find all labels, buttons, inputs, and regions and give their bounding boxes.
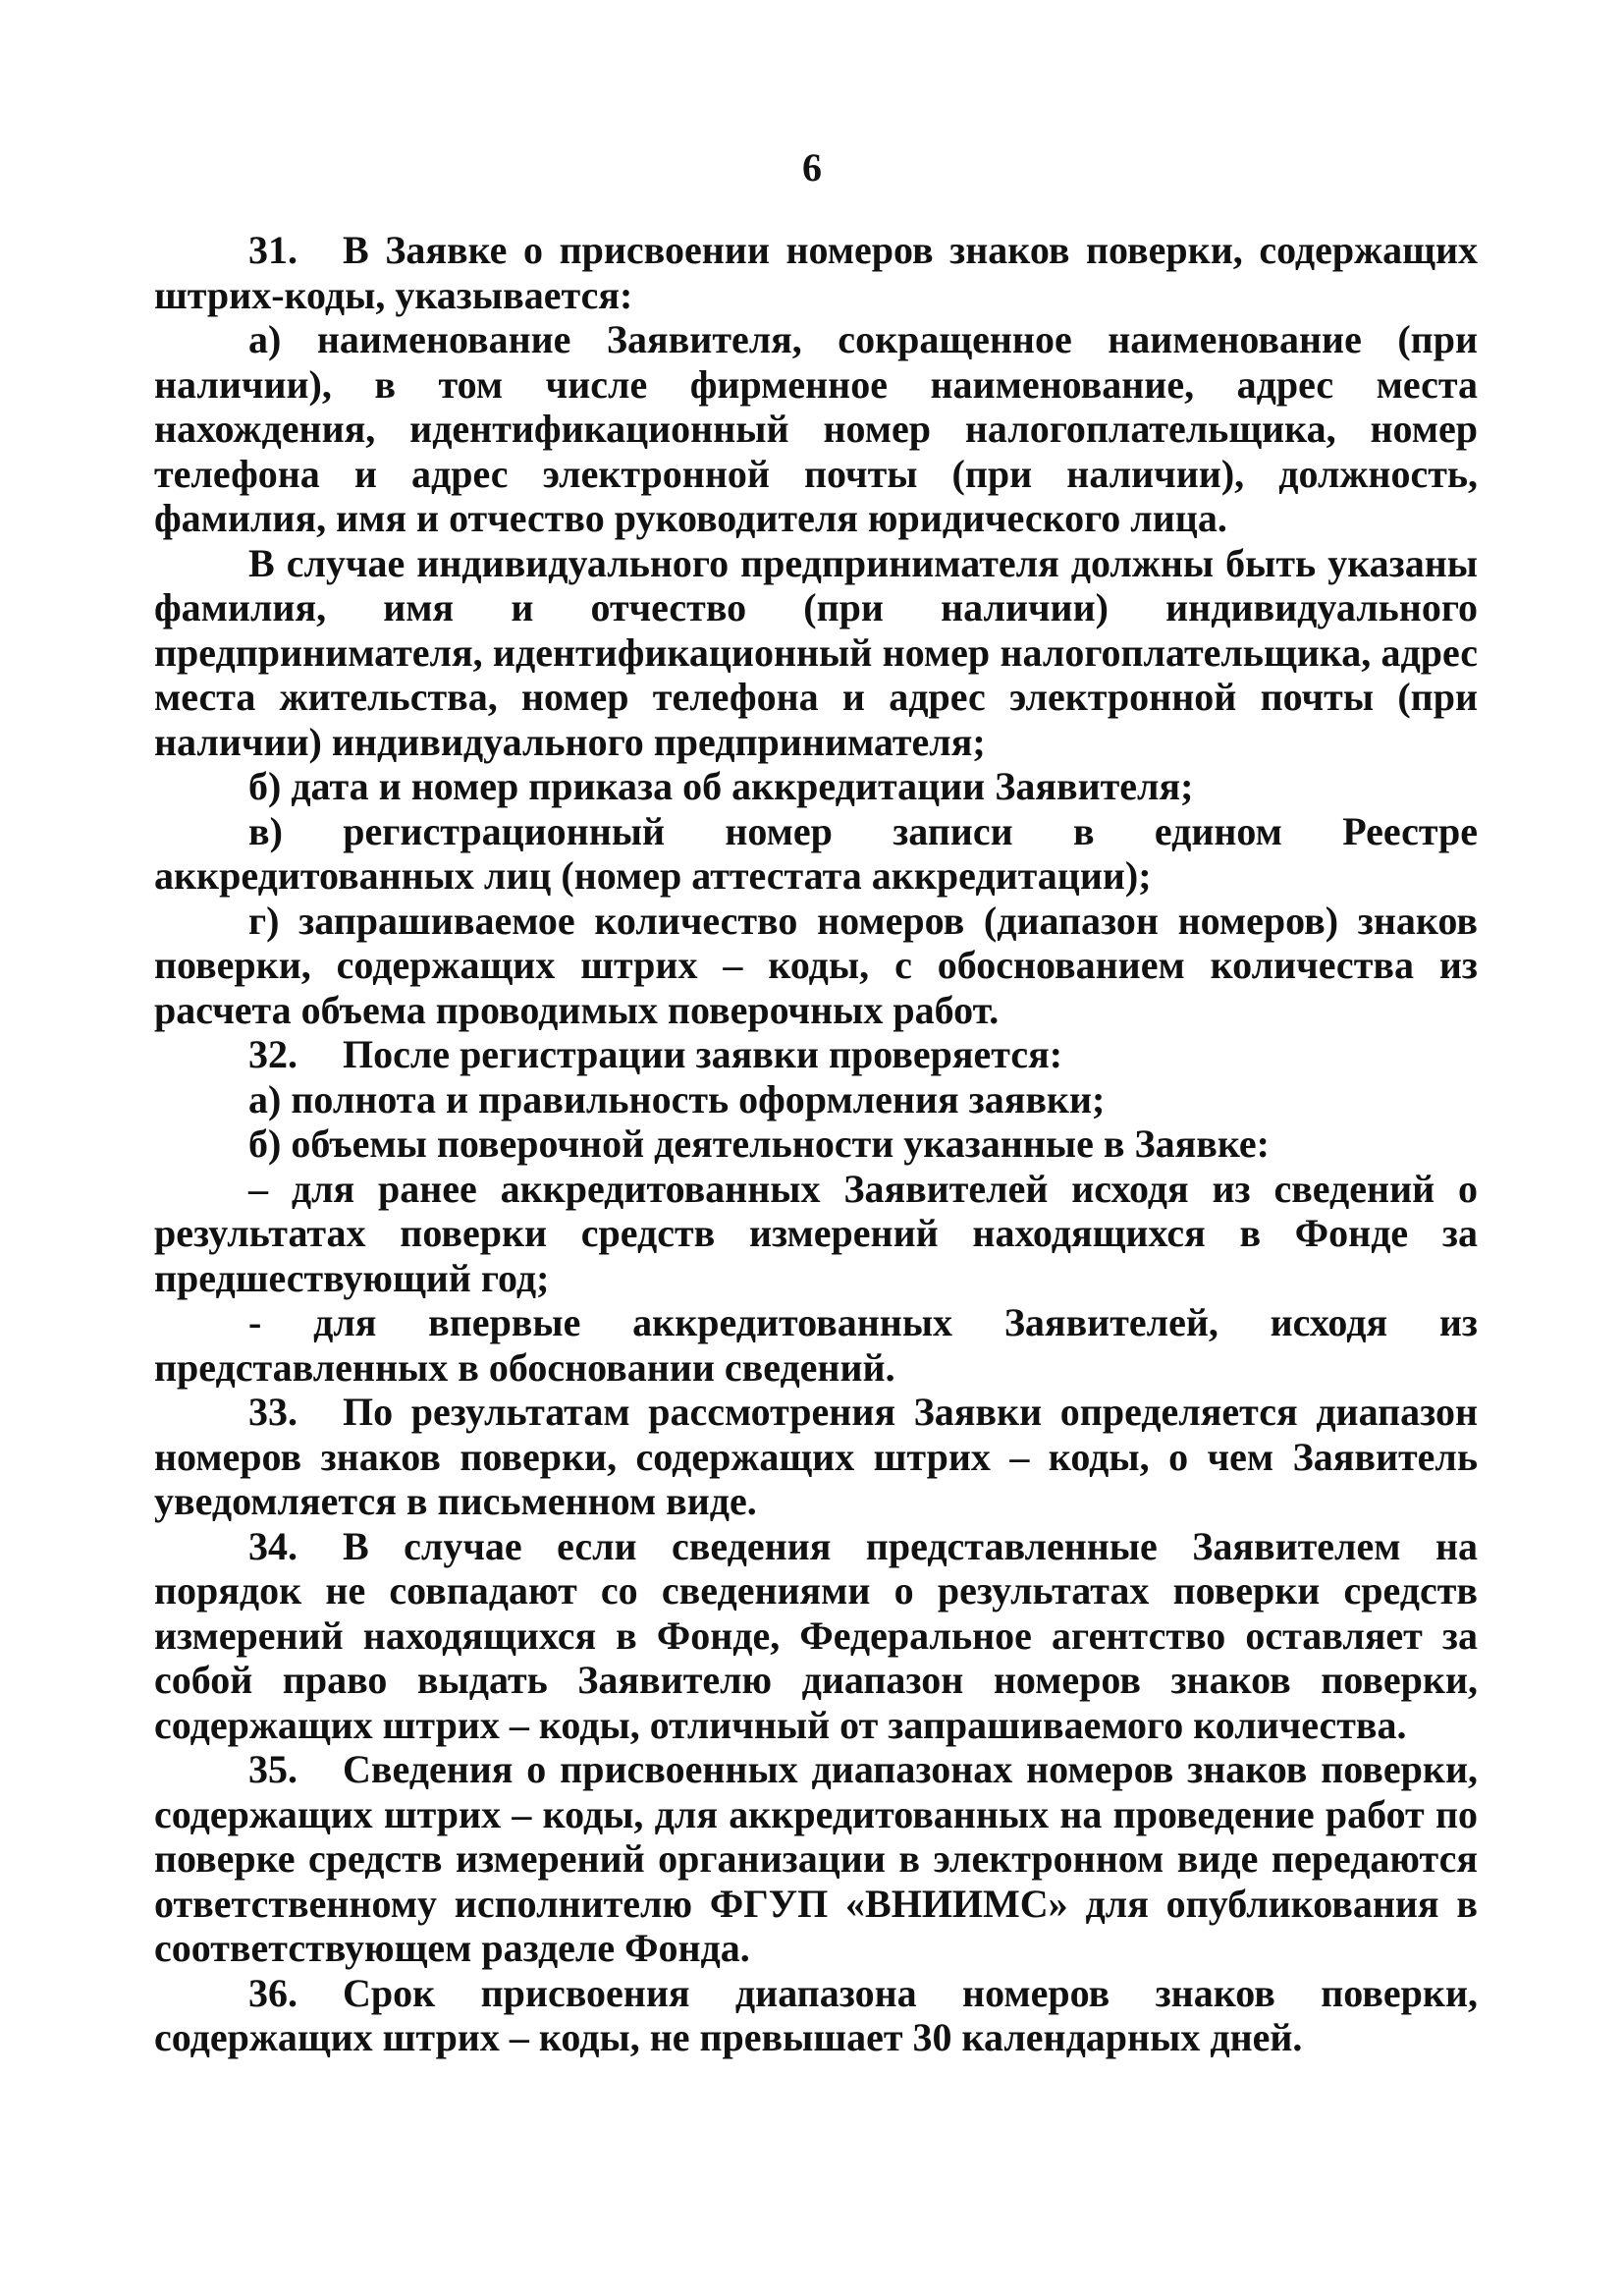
clause-number: 33. bbox=[248, 1390, 298, 1434]
paragraph-31-b: б) дата и номер приказа об аккредитации Заявителя; bbox=[248, 764, 1194, 808]
paragraph-31-g: г) запрашиваемое количество номеров (диапазон номеров) знаков поверки, содержащих штрих – коды, с обоснованием количества из расчета объема проводимых поверочных работ. bbox=[154, 898, 1478, 1032]
paragraph-text: Сведения о присвоенных диапазонах номеров знаков поверки, содержащих штрих – коды, для аккредитованных на проведение работ по поверке средств измерений организации в электронном виде передаются ответственному исполнителю ФГУП «ВНИИМС» для опубликования в соответствующем разделе Фонда. bbox=[154, 1747, 1478, 1970]
paragraph-text: Срок присвоения диапазона номеров знаков поверки, содержащих штрих – коды, не превышает 30 календарных дней. bbox=[154, 1970, 1478, 2059]
paragraph-31 bbox=[154, 228, 1478, 317]
paragraph-32-a: а) полнота и правильность оформления заявки; bbox=[248, 1076, 1106, 1121]
paragraph-text: В случае если сведения представленные Заявителем на порядок не совпадают со сведениями о результатах поверки средств измерений находящихся в Фонде, Федеральное агентство оставляет за собой право выдать Заявителю диапазон номеров знаков поверки, содержащих штрих – коды, отличный от запрашиваемого количества. bbox=[154, 1523, 1478, 1747]
paragraph-32-b: б) объемы поверочной деятельности указанные в Заявке: bbox=[248, 1121, 1270, 1166]
paragraph-36 bbox=[154, 1971, 1478, 2060]
paragraph-34 bbox=[154, 1524, 1478, 1748]
paragraph-33 bbox=[154, 1390, 1478, 1524]
clause-number: 36. bbox=[248, 1970, 298, 2015]
paragraph-31-individual: В случае индивидуального предпринимателя должны быть указаны фамилия, имя и отчество (при наличии) индивидуального предпринимателя, идентификационный номер налогоплательщика, адрес места жительства, номер телефона и адрес электронной почты (при наличии) индивидуального предпринимателя; bbox=[154, 540, 1478, 764]
paragraph-35 bbox=[154, 1747, 1478, 1971]
paragraph-31-a: а) наименование Заявителя, сокращенное наименование (при наличии), в том числе фирменное наименование, адрес места нахождения, идентификационный номер налогоплательщика, номер телефона и адрес электронной почты (при наличии), должность, фамилия, имя и отчество руководителя юридического лица. bbox=[154, 317, 1478, 540]
paragraph-32 bbox=[154, 1032, 1478, 1077]
clause-number: 32. bbox=[248, 1032, 298, 1076]
clause-number: 31. bbox=[248, 228, 298, 272]
paragraph-text: В Заявке о присвоении номеров знаков поверки, содержащих штрих-коды, указывается: bbox=[154, 228, 1478, 317]
clause-number: 34. bbox=[248, 1523, 298, 1568]
page-number: 6 bbox=[802, 145, 822, 190]
paragraph-31-v: в) регистрационный номер записи в едином Реестре аккредитованных лиц (номер аттестата аккредитации); bbox=[154, 808, 1478, 898]
clause-number: 35. bbox=[248, 1747, 298, 1791]
paragraph-text: После регистрации заявки проверяется: bbox=[343, 1032, 1063, 1076]
paragraph-32-b-first-accredited: - для впервые аккредитованных Заявителей, исходя из представленных в обосновании сведений. bbox=[154, 1300, 1478, 1390]
paragraph-32-b-previously-accredited: – для ранее аккредитованных Заявителей исходя из сведений о результатах поверки средств измерений находящихся в Фонде за предшествующий год; bbox=[154, 1166, 1478, 1300]
document-body bbox=[154, 228, 1478, 2060]
paragraph-text: По результатам рассмотрения Заявки определяется диапазон номеров знаков поверки, содержащих штрих – коды, о чем Заявитель уведомляется в письменном виде. bbox=[154, 1390, 1478, 1523]
